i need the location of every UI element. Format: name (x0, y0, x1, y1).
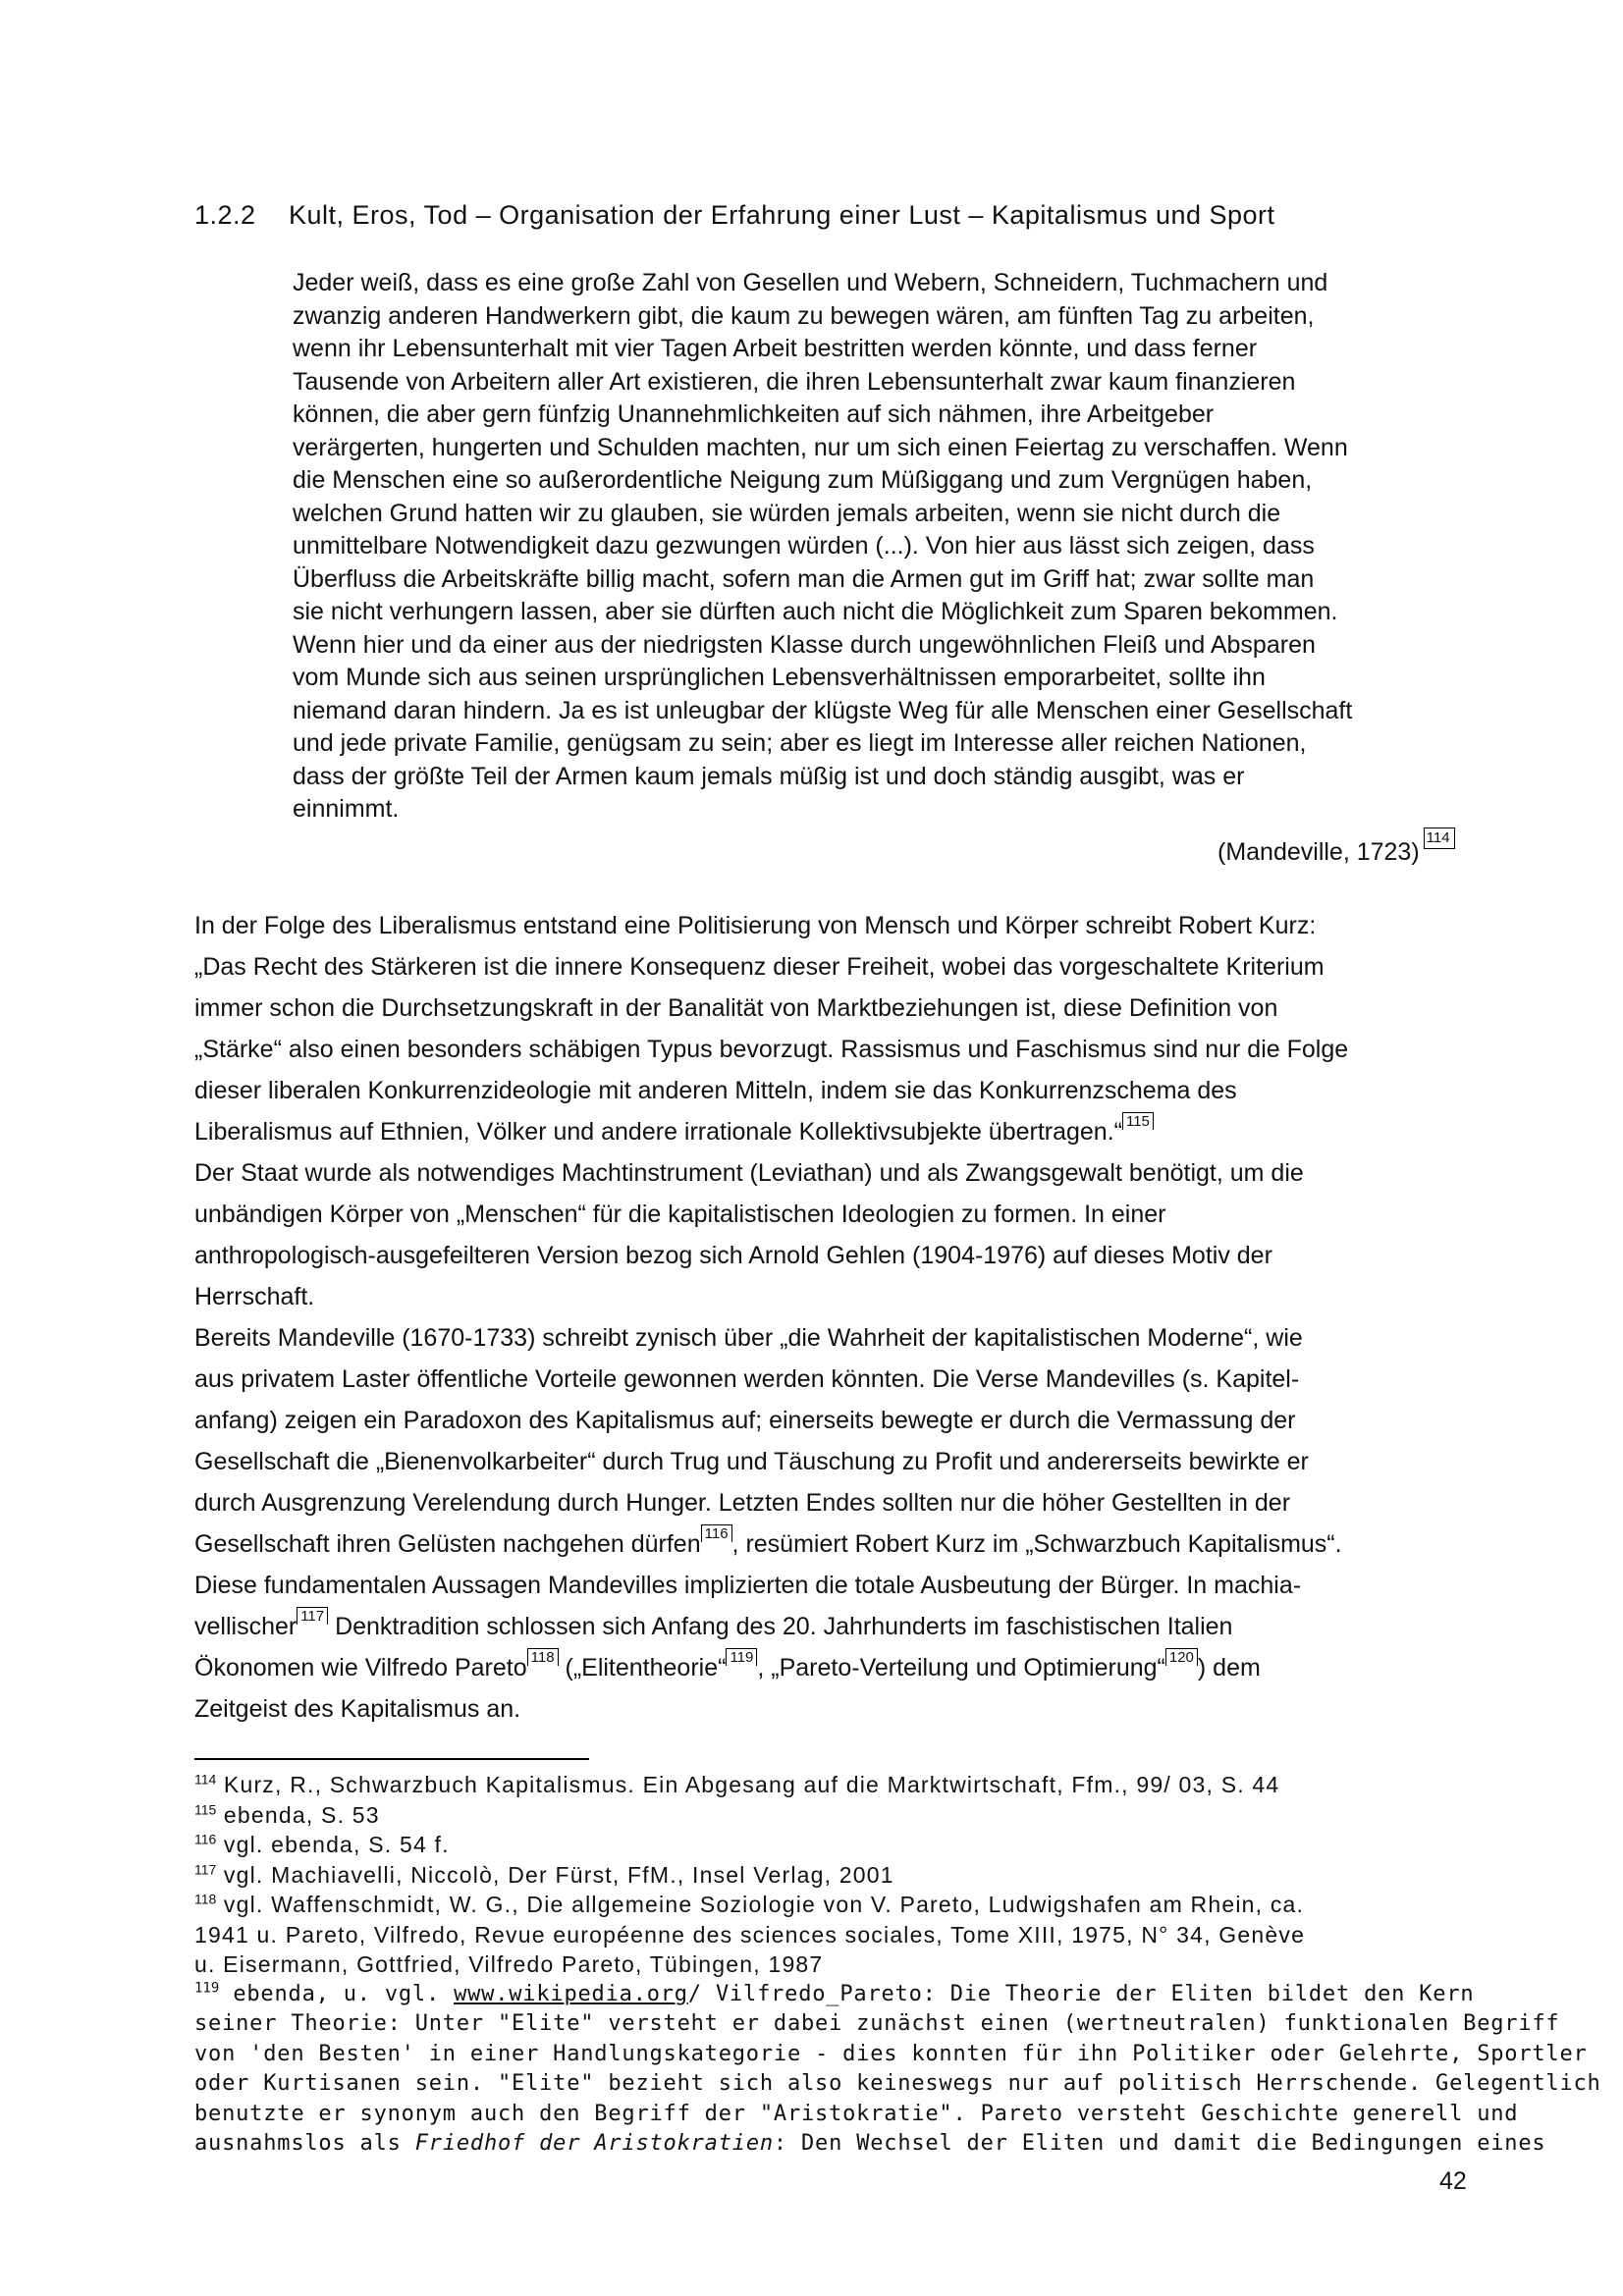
footnote-number: 116 (194, 1831, 217, 1847)
body-text-span: Ökonomen wie Vilfredo Pareto (194, 1654, 527, 1682)
footnote-118-cont: u. Eisermann, Gottfried, Vilfredo Pareto, Tübingen, 1987 (194, 1951, 824, 1977)
quote-line: einnimmt. (293, 795, 400, 823)
footnote-text: vgl. Machiavelli, Niccolò, Der Fürst, FfM., Insel Verlag, 2001 (216, 1861, 894, 1888)
body-line (194, 1606, 1471, 1647)
footnote-118-cont: 1941 u. Pareto, Vilfredo, Revue européenne des sciences sociales, Tome XIII, 1975, N° 34, Genève (194, 1921, 1306, 1948)
footnote-ref-120[interactable]: 120 (1165, 1648, 1198, 1666)
footnote-119-cont: von 'den Besten' in einer Handlungskategorie - dies konnten für ihn Politiker oder Gelehrte, Sportler (194, 2041, 1588, 2066)
footnote-119-cont: benutzte er synonym auch den Begriff der "Aristokratie". Pareto versteht Geschichte generell und (194, 2101, 1519, 2126)
footnote-118 (194, 1890, 1471, 1920)
footnote-text: vgl. ebenda, S. 54 f. (216, 1832, 450, 1857)
body-text-span: vellischer (194, 1613, 298, 1640)
body-text-span: , resümiert Robert Kurz im „Schwarzbuch Kapitalismus“. (731, 1530, 1342, 1558)
footnote-ref-118[interactable]: 118 (527, 1648, 559, 1666)
body-text-span: , „Pareto-Verteilung und Optimierung“ (757, 1654, 1165, 1682)
body-text (194, 905, 1471, 1730)
quote-line: welchen Grund hatten wir zu glauben, sie würden jemals arbeiten, wenn sie nicht durch die (293, 499, 1281, 527)
footnote-number: 115 (194, 1800, 217, 1817)
body-line: unbändigen Körper von „Menschen“ für die kapitalistischen Ideologien zu formen. In einer (194, 1201, 1166, 1228)
footnote-ref-114[interactable]: 114 (1424, 828, 1455, 849)
body-text-span: („Elitentheorie“ (558, 1654, 727, 1682)
quote-line: können, die aber gern fünfzig Unannehmlichkeiten auf sich nähmen, ihre Arbeitgeber (293, 400, 1215, 428)
footnote-119-cont: seiner Theorie: Unter "Elite" versteht er dabei zunächst einen (wertneutralen) funktionalen Begriff (194, 2011, 1560, 2036)
quote-line: unmittelbare Notwendigkeit dazu gezwungen würden (...). Von hier aus lässt sich zeigen, dass (293, 532, 1315, 560)
body-line: Diese fundamentalen Aussagen Mandevilles implizierten die totale Ausbeutung der Bürger. In machia- (194, 1572, 1302, 1599)
footnote-text: ausnahmslos als (194, 2131, 415, 2156)
body-line: „Stärke“ also einen besonders schäbigen Typus bevorzugt. Rassismus und Faschismus sind nur die Folge (194, 1036, 1349, 1063)
body-line: Der Staat wurde als notwendiges Machtinstrument (Leviathan) und als Zwangsgewalt benötigt, um die (194, 1159, 1304, 1187)
footnote-ref-117[interactable]: 117 (297, 1607, 328, 1625)
page-number: 42 (1439, 2167, 1467, 2195)
footnote-119-cont: oder Kurtisanen sein. "Elite" bezieht sich also keineswegs nur auf politisch Herrschende. Gelegentlich (194, 2071, 1601, 2096)
body-text-span: Denktradition schlossen sich Anfang des 20. Jahrhunderts im faschistischen Italien (328, 1613, 1233, 1640)
body-line: Zeitgeist des Kapitalismus an. (194, 1695, 521, 1723)
body-line: dieser liberalen Konkurrenzideologie mit anderen Mitteln, indem sie das Konkurrenzschema des (194, 1077, 1237, 1104)
section-heading (194, 200, 1275, 231)
quote-line: zwanzig anderen Handwerkern gibt, die kaum zu bewegen wären, am fünften Tag zu arbeiten, (293, 301, 1315, 330)
footnote-text: Kurz, R., Schwarzbuch Kapitalismus. Ein Abgesang auf die Marktwirtschaft, Ffm., 99/ 03, S. 44 (216, 1772, 1280, 1797)
footnote-separator (194, 1758, 589, 1760)
footnote-text: vgl. Waffenschmidt, W. G., Die allgemeine Soziologie von V. Pareto, Ludwigshafen am Rhein, ca. (216, 1892, 1305, 1917)
footnote-text: : Den Wechsel der Eliten und damit die Bedingungen eines (773, 2131, 1546, 2156)
body-line: durch Ausgrenzung Verelendung durch Hunger. Letzten Endes sollten nur die höher Gestellten in der (194, 1489, 1291, 1517)
quote-line: dass der größte Teil der Armen kaum jemals müßig ist und doch ständig ausgibt, was er (293, 762, 1245, 790)
wikipedia-link[interactable]: www.wikipedia.org (454, 1981, 688, 2006)
body-line (194, 1111, 1471, 1152)
citation-text: (Mandeville, 1723) (1217, 838, 1420, 866)
footnote-116 (194, 1830, 1471, 1860)
footnote-number: 114 (194, 1771, 217, 1788)
quote-line: sie nicht verhungern lassen, aber sie dürften auch nicht die Möglichkeit zum Sparen bekommen. (293, 598, 1338, 625)
body-line (194, 1523, 1471, 1565)
body-line: Bereits Mandeville (1670-1733) schreibt zynisch über „die Wahrheit der kapitalistischen Moderne“, wie (194, 1324, 1303, 1352)
quote-line: die Menschen eine so außerordentliche Neigung zum Müßiggang und zum Vergnügen haben, (293, 466, 1313, 494)
footnote-text: ebenda, u. vgl. (219, 1981, 455, 2006)
quote-line: und jede private Familie, genügsam zu sein; aber es liegt im Interesse aller reichen Nationen, (293, 729, 1307, 757)
footnote-text: ebenda, S. 53 (216, 1801, 380, 1828)
footnote-number: 119 (194, 1980, 220, 1997)
body-line: anfang) zeigen ein Paradoxon des Kapitalismus auf; einerseits bewegte er durch die Vermassung der (194, 1407, 1296, 1434)
quote-line: Überfluss die Arbeitskräfte billig macht, sofern man die Armen gut im Griff hat; zwar sollte man (293, 564, 1315, 593)
body-text-span: Gesellschaft ihren Gelüsten nachgehen dürfen (194, 1530, 701, 1558)
section-title: Kult, Eros, Tod – Organisation der Erfahrung einer Lust – Kapitalismus und Sport (289, 200, 1275, 230)
footnote-119-cont (194, 2129, 1546, 2160)
quote-line: niemand daran hindern. Ja es ist unleugbar der klügste Weg für alle Menschen einer Gesellschaft (293, 696, 1353, 724)
section-number: 1.2.2 (194, 200, 256, 230)
body-line (194, 1647, 1471, 1688)
footnote-ref-115[interactable]: 115 (1122, 1112, 1154, 1130)
quote-line: wenn ihr Lebensunterhalt mit vier Tagen Arbeit bestritten werden könnte, und dass ferner (293, 335, 1258, 362)
block-quote (293, 267, 1479, 827)
footnote-number: 117 (194, 1860, 217, 1877)
footnote-italic: Friedhof der Aristokratien (414, 2131, 774, 2156)
footnote-number: 118 (194, 1891, 217, 1907)
footnotes (194, 1770, 1601, 2160)
body-text-span: ) dem (1197, 1654, 1261, 1682)
body-line: „Das Recht des Stärkeren ist die innere Konsequenz dieser Freiheit, wobei das vorgeschaltete Kriterium (194, 953, 1325, 981)
quote-line: Jeder weiß, dass es eine große Zahl von Gesellen und Webern, Schneidern, Tuchmachern und (293, 269, 1328, 296)
body-line: anthropologisch-ausgefeilteren Version bezog sich Arnold Gehlen (1904-1976) auf dieses Motiv der (194, 1242, 1272, 1269)
quote-line: Tausende von Arbeitern aller Art existieren, die ihren Lebensunterhalt zwar kaum finanzieren (293, 367, 1296, 396)
body-line: aus privatem Laster öffentliche Vorteile gewonnen werden könnten. Die Verse Mandevilles (s. Kapitel- (194, 1365, 1300, 1393)
body-line: immer schon die Durchsetzungskraft in der Banalität von Marktbeziehungen ist, diese Definition von (194, 994, 1278, 1022)
body-line: Gesellschaft die „Bienenvolkarbeiter“ durch Trug und Täuschung zu Profit und andererseits bewirkte er (194, 1448, 1309, 1475)
quote-line: verärgerten, hungerten und Schulden machten, nur um sich einen Feiertag zu verschaffen. Wenn (293, 433, 1348, 461)
footnote-117 (194, 1860, 1471, 1891)
body-line: Herrschaft. (194, 1283, 315, 1310)
footnote-ref-116[interactable]: 116 (701, 1524, 732, 1542)
quote-line: vom Munde sich aus seinen ursprünglichen Lebensverhältnissen emporarbeitet, sollte ihn (293, 664, 1266, 691)
body-line: In der Folge des Liberalismus entstand eine Politisierung von Mensch und Körper schreibt Robert Kurz: (194, 912, 1317, 939)
quote-line: Wenn hier und da einer aus der niedrigsten Klasse durch ungewöhnlichen Fleiß und Absparen (293, 630, 1316, 659)
footnote-114 (194, 1770, 1471, 1800)
footnote-text: / Vilfredo_Pareto: Die Theorie der Eliten bildet den Kern (687, 1981, 1475, 2006)
quote-citation (1217, 828, 1455, 867)
footnote-115 (194, 1800, 1471, 1831)
body-text-span: Liberalismus auf Ethnien, Völker und andere irrationale Kollektivsubjekte übertragen.“ (194, 1118, 1122, 1146)
footnote-ref-119[interactable]: 119 (726, 1648, 757, 1666)
footnote-119 (194, 1980, 1475, 2010)
